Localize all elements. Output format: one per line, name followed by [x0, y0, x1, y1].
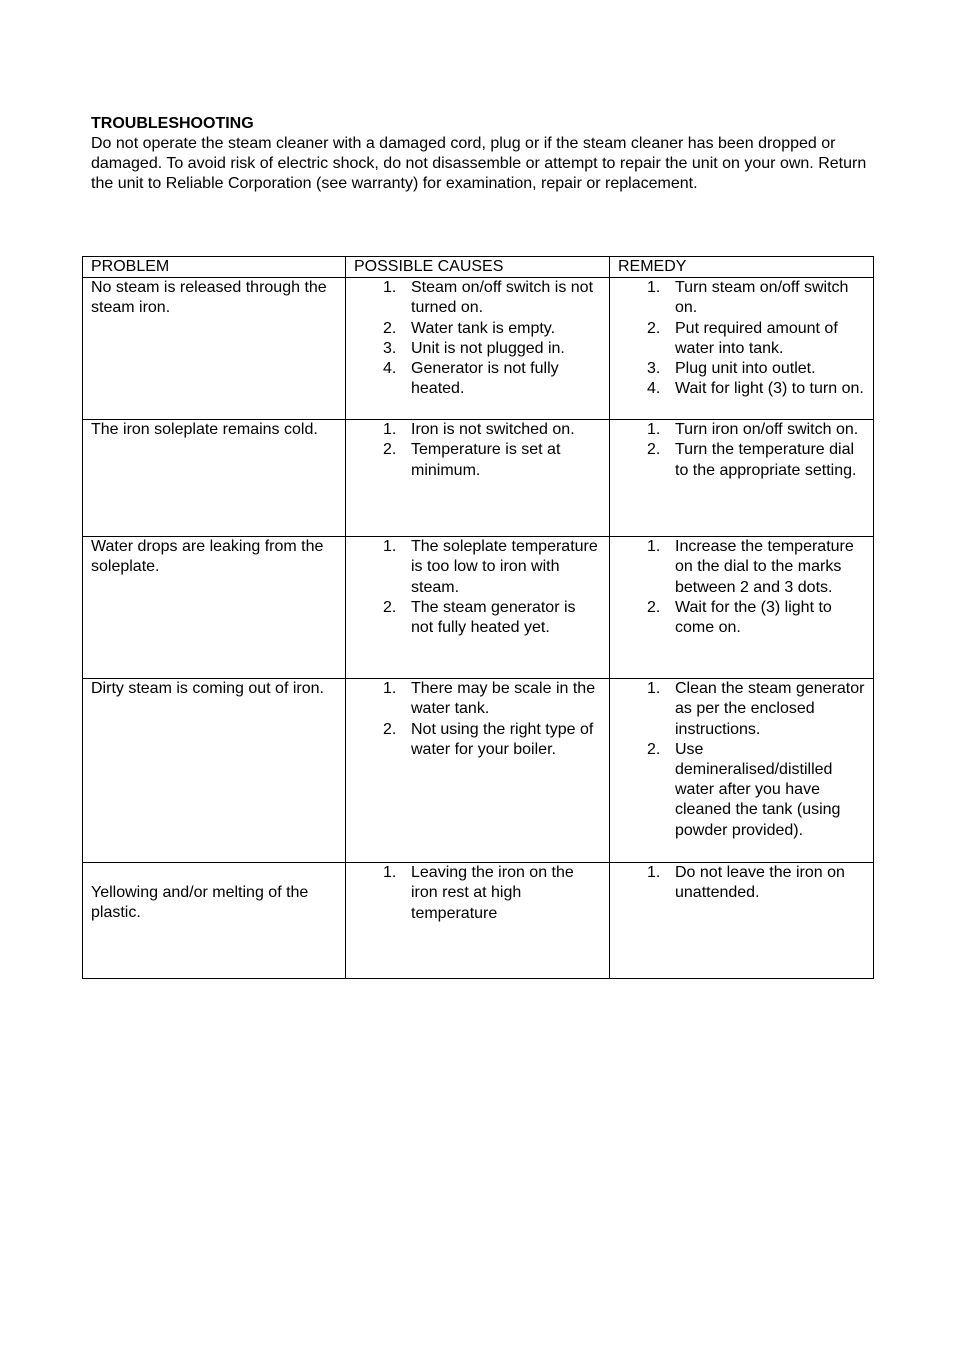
remedy-cell — [610, 537, 874, 679]
list-item: 4. Generator is not fully heated. — [383, 360, 559, 398]
causes-list — [354, 537, 601, 638]
remedy-cell — [610, 679, 874, 863]
list-item: 1. Turn steam on/off switch on. — [647, 279, 849, 317]
causes-list — [354, 863, 601, 924]
causes-cell — [346, 537, 610, 679]
problem-text: Yellowing and/or melting of the plastic. — [91, 884, 309, 922]
problem-cell: No steam is released through the steam iron. — [83, 278, 346, 420]
remedy-list — [618, 679, 865, 841]
remedy-list — [618, 420, 865, 481]
list-item: 1. Do not leave the iron on unattended. — [647, 864, 845, 902]
table-row — [83, 537, 874, 679]
intro-paragraph: Do not operate the steam cleaner with a damaged cord, plug or if the steam cleaner has been dropped or damaged. To avoid risk of electric shock, do not disassemble or attempt to repair the unit on your own. Return the unit to Reliable Corporation (see warranty) for examination, repair or replacement. — [91, 135, 867, 193]
list-item: 1. Turn iron on/off switch on. — [647, 421, 859, 439]
list-item: 1. Leaving the iron on the iron rest at high temperature — [383, 864, 574, 922]
causes-list — [354, 420, 601, 481]
table-header-row — [83, 257, 874, 278]
causes-list — [354, 679, 601, 760]
remedy-list — [618, 537, 865, 638]
list-item: 2. Wait for the (3) light to come on. — [647, 598, 832, 637]
remedy-cell — [610, 278, 874, 420]
problem-cell: The iron soleplate remains cold. — [83, 420, 346, 537]
header-possible-causes: POSSIBLE CAUSES — [346, 257, 610, 278]
list-item: 1. Clean the steam generator as per the enclosed instructions. — [647, 680, 865, 738]
list-item: 1. Iron is not switched on. — [383, 421, 575, 439]
remedy-list — [618, 278, 865, 399]
list-item: 4. Wait for light (3) to turn on. — [647, 380, 864, 398]
list-item: 2. Put required amount of water into tank. — [647, 319, 838, 357]
causes-cell — [346, 420, 610, 537]
list-item: 3. Plug unit into outlet. — [647, 360, 816, 378]
table-row — [83, 420, 874, 537]
list-item: 2. Not using the right type of water for your boiler. — [383, 720, 594, 758]
list-item: 1. Increase the temperature on the dial to the marks between 2 and 3 dots. — [647, 538, 854, 596]
list-item: 1. Steam on/off switch is not turned on. — [383, 279, 594, 317]
section-heading: TROUBLESHOOTING — [91, 115, 254, 132]
problem-cell: Water drops are leaking from the soleplate. — [83, 537, 346, 679]
header-remedy: REMEDY — [610, 257, 874, 278]
list-item: 2. Water tank is empty. — [383, 319, 556, 337]
table-row — [83, 278, 874, 420]
remedy-list — [618, 863, 865, 903]
causes-cell — [346, 278, 610, 420]
list-item: 2. Use demineralised/distilled water after you have cleaned the tank (using powder provided). — [647, 740, 841, 839]
list-item: 2. Turn the temperature dial to the appropriate setting. — [647, 441, 857, 479]
problem-cell — [83, 863, 346, 979]
remedy-cell — [610, 863, 874, 979]
causes-cell — [346, 863, 610, 979]
list-item: 3. Unit is not plugged in. — [383, 339, 565, 357]
header-problem: PROBLEM — [83, 257, 346, 278]
list-item: 2. The steam generator is not fully heated yet. — [383, 598, 576, 637]
remedy-cell — [610, 420, 874, 537]
causes-list — [354, 278, 601, 399]
list-item: 1. There may be scale in the water tank. — [383, 680, 596, 718]
troubleshooting-table — [82, 256, 874, 979]
causes-cell — [346, 679, 610, 863]
problem-cell: Dirty steam is coming out of iron. — [83, 679, 346, 863]
list-item: 1. The soleplate temperature is too low to iron with steam. — [383, 538, 598, 596]
table-row — [83, 679, 874, 863]
list-item: 2. Temperature is set at minimum. — [383, 441, 561, 479]
table-row — [83, 863, 874, 979]
